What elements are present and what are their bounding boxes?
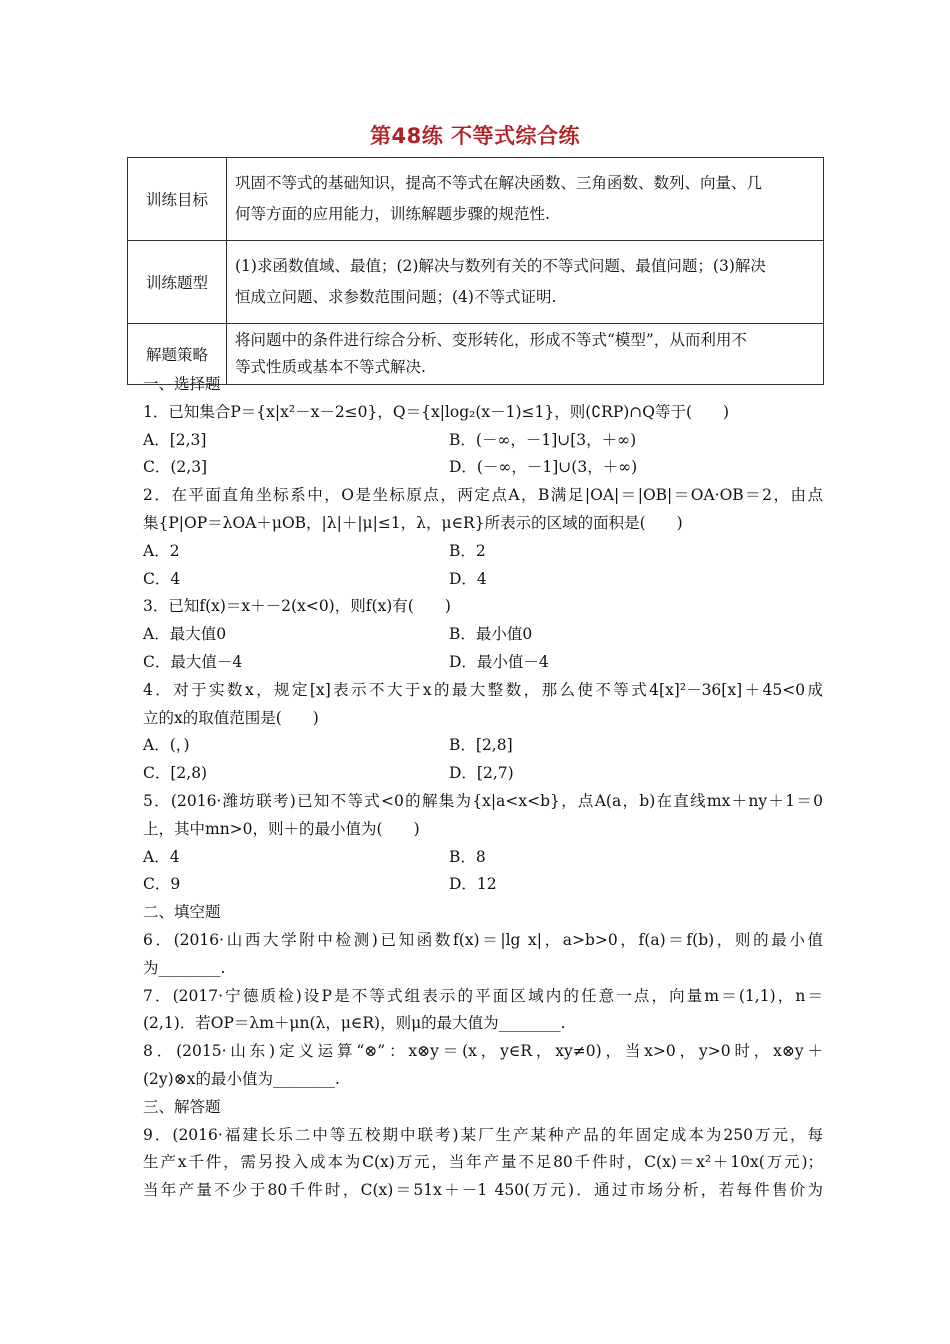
text-line: 1．已知集合P＝{x|x²－x－2≤0}，Q＝{x|log₂(x－1)≤1}，则(∁RP)∩Q等于( )	[143, 403, 730, 421]
table-row	[128, 324, 824, 385]
text-line: (2y)⊗x的最小值为________.	[143, 1070, 340, 1088]
row-label: 解题策略	[128, 324, 227, 385]
answer-option: C．[2,8)	[143, 764, 208, 782]
answer-option: D．最小值－4	[449, 653, 549, 671]
table-row	[128, 158, 824, 241]
text-line: 6．(2016·山西大学附中检测)已知函数f(x)＝|lg x|，a>b>0，f(a)＝f(b)，则的最小值	[143, 931, 823, 949]
answer-option: A．(，)	[143, 736, 190, 754]
answer-option: C．4	[143, 570, 181, 588]
answer-option: D．[2,7)	[449, 764, 514, 782]
text-line: 当年产量不少于80千件时，C(x)＝51x＋－1 450(万元)．通过市场分析，若每件售价为	[143, 1181, 823, 1199]
row-label: 训练题型	[128, 241, 227, 324]
text-line: (2,1)．若OP＝λm＋μn(λ，μ∈R)，则μ的最大值为________.	[143, 1014, 566, 1032]
text-line: 集{P|OP＝λOA＋μOB，|λ|＋|μ|≤1，λ，μ∈R}所表示的区域的面积是( )	[143, 514, 683, 532]
row-content	[227, 158, 824, 241]
answer-option: A．[2,3]	[143, 431, 207, 449]
text-line: 4．对于实数x，规定[x]表示不大于x的最大整数，那么使不等式4[x]²－36[x]＋45<0成	[143, 681, 823, 699]
answer-option: A．最大值0	[143, 625, 227, 643]
answer-option: B．[2,8]	[449, 736, 513, 754]
text-line: 一、选择题	[143, 375, 221, 393]
text-line: 生产x千件，需另投入成本为C(x)万元，当年产量不足80千件时，C(x)＝x²＋10x(万元)；	[143, 1153, 823, 1171]
answer-option: B．最小值0	[449, 625, 533, 643]
text-line: 7．(2017·宁德质检)设P是不等式组表示的平面区域内的任意一点，向量m＝(1,1)，n＝	[143, 987, 823, 1005]
answer-option: D．(－∞，－1]∪(3，＋∞)	[449, 458, 638, 476]
text-line: 9．(2016·福建长乐二中等五校期中联考)某厂生产某种产品的年固定成本为250万元，每	[143, 1126, 823, 1144]
row-content	[227, 241, 824, 324]
row-line: 等式性质或基本不等式解决.	[235, 358, 426, 376]
answer-option: D．4	[449, 570, 487, 588]
row-line: (1)求函数值域、最值；(2)解决与数列有关的不等式问题、最值问题；(3)解决	[235, 257, 766, 275]
table-row	[128, 241, 824, 324]
page-title: 第48练 不等式综合练	[369, 124, 581, 148]
answer-option: B．(－∞，－1]∪[3，＋∞)	[449, 431, 637, 449]
answer-option: B．8	[449, 848, 486, 866]
answer-option: B．2	[449, 542, 486, 560]
text-line: 为________.	[143, 959, 226, 977]
row-content	[227, 324, 824, 385]
text-line: 上，其中mn>0，则＋的最小值为( )	[143, 820, 420, 838]
row-label: 训练目标	[128, 158, 227, 241]
answer-option: C．最大值－4	[143, 653, 243, 671]
answer-option: C．(2,3]	[143, 458, 208, 476]
training-info-table	[127, 157, 824, 385]
row-line: 何等方面的应用能力，训练解题步骤的规范性.	[235, 205, 550, 223]
text-line: 8．(2015·山东)定义运算“⊗”：x⊗y＝(x，y∈R，xy≠0)，当x>0，y>0时，x⊗y＋	[143, 1042, 823, 1060]
answer-option: A．2	[143, 542, 180, 560]
text-line: 立的x的取值范围是( )	[143, 709, 319, 727]
text-line: 二、填空题	[143, 903, 221, 921]
row-line: 巩固不等式的基础知识，提高不等式在解决函数、三角函数、数列、向量、几	[235, 174, 763, 192]
text-line: 2．在平面直角坐标系中，O是坐标原点，两定点A，B满足|OA|＝|OB|＝OA·OB＝2，由点	[143, 486, 823, 504]
answer-option: A．4	[143, 848, 180, 866]
text-line: 三、解答题	[143, 1098, 221, 1116]
text-line: 5．(2016·潍坊联考)已知不等式<0的解集为{x|a<x<b}，点A(a，b)在直线mx＋ny＋1＝0	[143, 792, 823, 810]
answer-option: C．9	[143, 875, 181, 893]
row-line: 将问题中的条件进行综合分析、变形转化，形成不等式“模型”，从而利用不	[235, 331, 747, 349]
text-line: 3．已知f(x)＝x＋－2(x<0)，则f(x)有( )	[143, 597, 451, 615]
answer-option: D．12	[449, 875, 497, 893]
row-line: 恒成立问题、求参数范围问题；(4)不等式证明.	[235, 288, 557, 306]
